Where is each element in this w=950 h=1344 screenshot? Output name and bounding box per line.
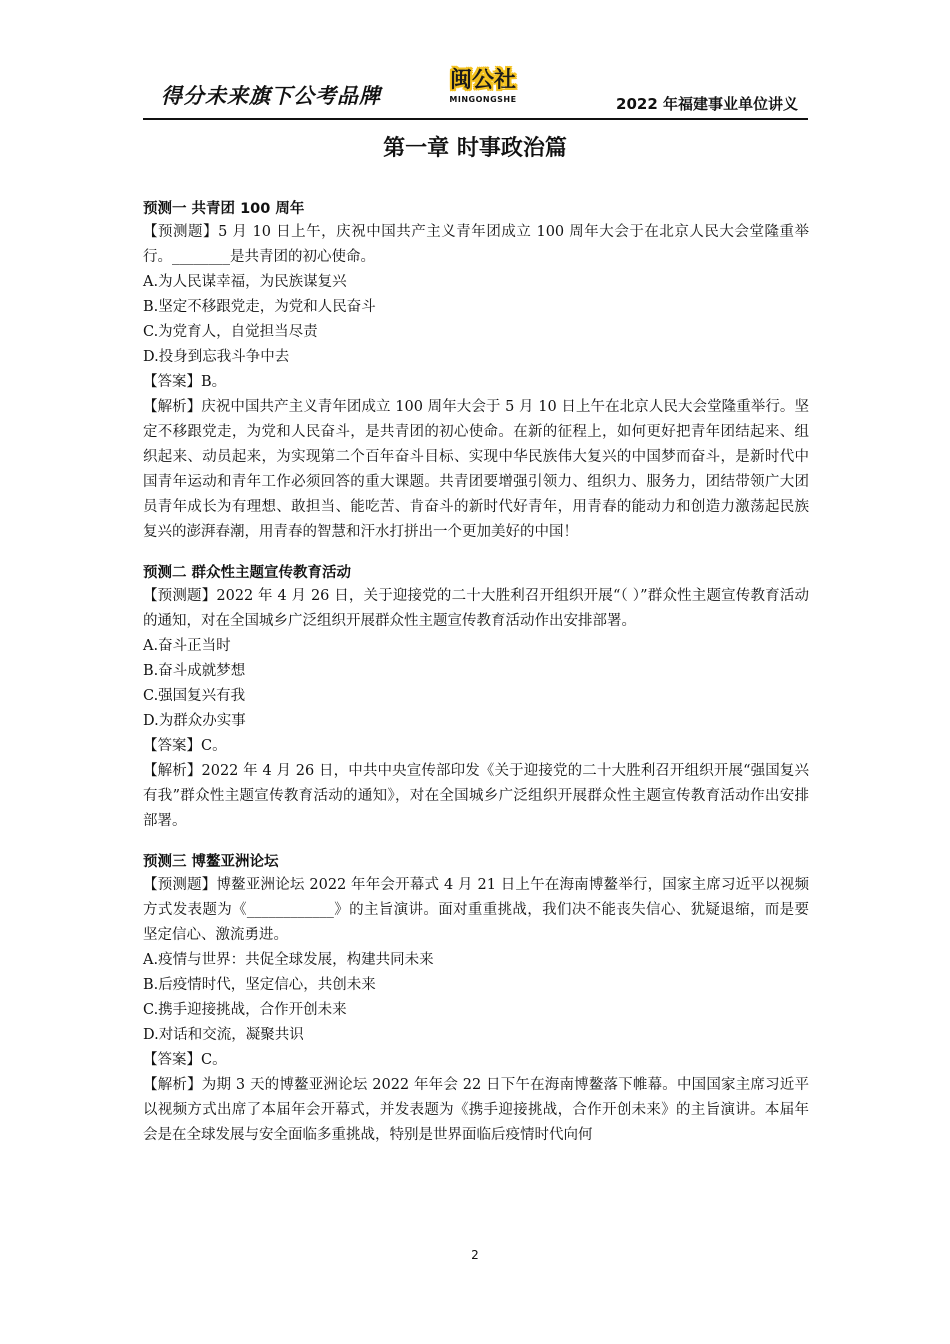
option-b: B.坚定不移跟党走，为党和人民奋斗 (143, 299, 376, 315)
document-body (143, 198, 809, 1165)
section-title: 预测二 群众性主题宣传教育活动 (143, 565, 352, 581)
option-d: D.为群众办实事 (143, 713, 246, 729)
option-c: C.为党育人，自觉担当尽责 (143, 324, 318, 340)
section-title: 预测三 博鳌亚洲论坛 (143, 854, 279, 870)
section-title: 预测一 共青团 100 周年 (143, 201, 305, 217)
analysis-text: 【解析】2022 年 4 月 26 日，中共中央宣传部印发《关于迎接党的二十大胜利召开组织开展“强国复兴有我”群众性主题宣传教育活动的通知》，对在全国城乡广泛组织开展群众性主题宣传教育活动作出安排部署。 (143, 763, 809, 829)
option-a: A.为人民谋幸福，为民族谋复兴 (143, 274, 347, 290)
analysis-text: 【解析】为期 3 天的博鳌亚洲论坛 2022 年年会 22 日下午在海南博鳌落下帷幕。中国国家主席习近平以视频方式出席了本届年会开幕式，并发表题为《携手迎接挑战，合作开创未来》的主旨演讲。本届年会是在全球发展与安全面临多重挑战，特别是世界面临后疫情时代向何 (143, 1077, 809, 1143)
answer-text: 【答案】B。 (143, 374, 227, 390)
prediction-section-2 (143, 562, 809, 834)
option-c: C.强国复兴有我 (143, 688, 246, 704)
chapter-title: 第一章 时事政治篇 (383, 136, 567, 161)
option-d: D.对话和交流，凝聚共识 (143, 1027, 304, 1043)
brand-logo (435, 68, 531, 110)
option-c: C.携手迎接挑战，合作开创未来 (143, 1002, 347, 1018)
option-d: D.投身到忘我斗争中去 (143, 349, 290, 365)
option-b: B.奋斗成就梦想 (143, 663, 246, 679)
analysis-text: 【解析】庆祝中国共产主义青年团成立 100 周年大会于 5 月 10 日上午在北京人民大会堂隆重举行。坚定不移跟党走，为党和人民奋斗，是共青团的初心使命。在新的征程上，如何更好把青年团结起来、组织起来、动员起来，为实现第二个百年奋斗目标、实现中华民族伟大复兴的中国梦而奋斗，是新时代中国青年运动和青年工作必须回答的重大课题。共青团要增强引领力、组织力、服务力，团结带领广大团员青年成长为有理想、敢担当、能吃苦、肯奋斗的新时代好青年，用青春的能动力和创造力激荡起民族复兴的澎湃春潮，用青春的智慧和汗水打拼出一个更加美好的中国！ (143, 399, 809, 540)
question-text: 【预测题】博鳌亚洲论坛 2022 年年会开幕式 4 月 21 日上午在海南博鳌举行，国家主席习近平以视频方式发表题为《____________》的主旨演讲。面对重重挑战，我们决不能丧失信心、犹疑退缩，而是要坚定信心、激流勇进。 (143, 877, 809, 943)
page-number: 2 (471, 1248, 479, 1262)
question-text: 【预测题】5 月 10 日上午，庆祝中国共产主义青年团成立 100 周年大会于在北京人民大会堂隆重举行。________是共青团的初心使命。 (143, 224, 809, 265)
option-a: A.疫情与世界：共促全球发展，构建共同未来 (143, 952, 434, 968)
logo-subtext: MINGONGSHE (449, 95, 517, 104)
header-divider (143, 118, 808, 120)
prediction-section-1 (143, 198, 809, 545)
logo-text: 闽公社 (449, 68, 516, 93)
option-a: A.奋斗正当时 (143, 638, 231, 654)
question-text: 【预测题】2022 年 4 月 26 日，关于迎接党的二十大胜利召开组织开展“（ ）”群众性主题宣传教育活动的通知，对在全国城乡广泛组织开展群众性主题宣传教育活动作出安排部署。 (143, 588, 809, 629)
option-b: B.后疫情时代，坚定信心，共创未来 (143, 977, 376, 993)
page-header (143, 66, 808, 116)
prediction-section-3 (143, 851, 809, 1148)
answer-text: 【答案】C。 (143, 738, 227, 754)
header-slogan: 得分未来旗下公考品牌 (161, 84, 381, 108)
header-doc-title: 2022 年福建事业单位讲义 (616, 95, 798, 113)
answer-text: 【答案】C。 (143, 1052, 227, 1068)
